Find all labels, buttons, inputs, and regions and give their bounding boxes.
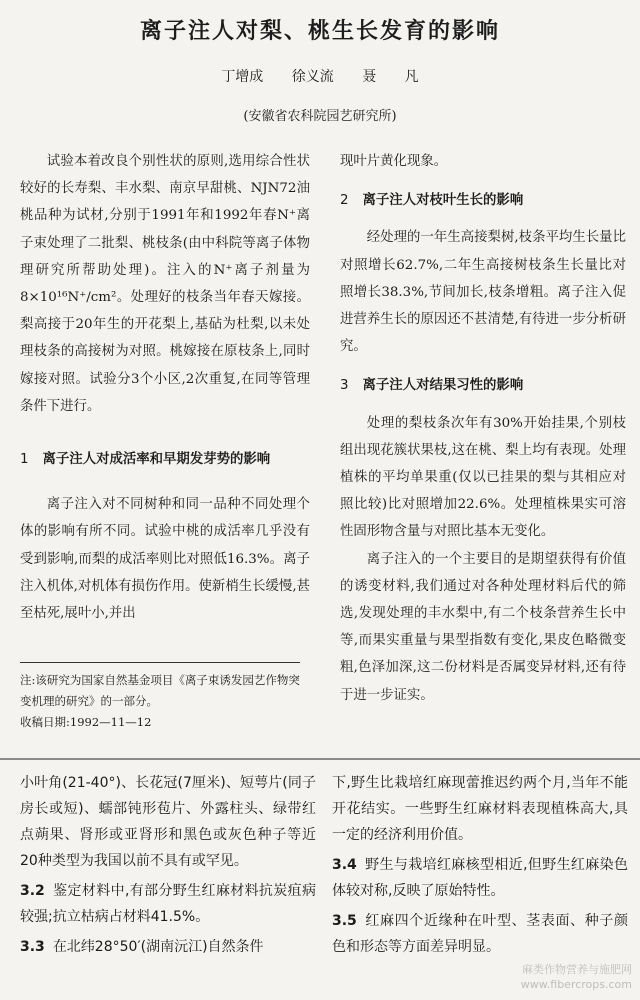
section-3-heading [340, 372, 626, 399]
item-3-5-text: 红麻四个近缘种在叶型、茎表面、种子颜色和形态等方面差异明显。 [332, 913, 628, 955]
item-3-4-text: 野生与栽培红麻核型相近,但野生红麻染色体较对称,反映了原始特性。 [332, 857, 628, 899]
section-1-number: 1 [20, 452, 29, 468]
section-3-paragraph-2: 离子注入的一个主要目的是期望获得有价值的诱变材料,我们通过对各种处理材料后代的筛选,发现处理的丰水梨中,有二个枝条营养生长中等,而果实重量与果型指数有变化,果皮色略微变粗,色泽加深,这二份材料是否属变异材料,还有待于进一步证实。 [340, 551, 626, 703]
section-2-heading [340, 187, 626, 214]
section-1-heading [20, 446, 310, 473]
section-3-number: 3 [340, 378, 349, 394]
section-2-title: 离子注人对枝叶生长的影响 [362, 193, 524, 209]
lower-left-column [20, 770, 316, 964]
section-1-title: 离子注人对成活率和早期发芽势的影响 [42, 452, 271, 468]
item-3-4-number: 3.4 [332, 857, 357, 873]
item-3-3 [20, 934, 316, 960]
page-divider [0, 758, 640, 760]
affiliation: (安徽省农科院园艺研究所) [243, 109, 397, 124]
lower-right-paragraph: 下,野生比栽培红麻现蕾推迟约两个月,当年不能开花结实。一些野生红麻材料表现植株高大,具一定的经济利用价值。 [332, 775, 628, 843]
continuation-text: 现叶片黄化现象。 [340, 154, 448, 169]
watermark-line-2: www.fibercrops.com [520, 978, 632, 991]
section-3-title: 离子注人对结果习性的影响 [362, 378, 524, 394]
section-3-paragraph-1: 处理的梨枝条次年有30%开始挂果,个别枝组出现花簇状果枝,这在桃、梨上均有表现。处理植株的平均单果重(仅以已挂果的梨与其相应对照比较)比对照增加22.6%。处理植株果实可溶性固形物含量与对照比基本无变化。 [340, 415, 626, 540]
item-3-5 [332, 908, 628, 960]
section-2-number: 2 [340, 193, 349, 209]
item-3-4 [332, 852, 628, 904]
article-title: 离子注人对梨、桃生长发育的影响 [139, 19, 500, 44]
item-3-2-number: 3.2 [20, 883, 45, 899]
section-2-paragraph: 经处理的一年生高接梨树,枝条平均生长量比对照增长62.7%,二年生高接树枝条生长量比对照增长38.3%,节间加长,枝条增粗。离子注入促进营养生长的原因还不甚清楚,有待进一步分析研究。 [340, 230, 626, 355]
item-3-3-text: 在北纬28°50′(湖南沅江)自然条件 [52, 939, 264, 955]
left-column [20, 148, 310, 627]
lower-left-paragraph: 小叶角(21-40°)、长花冠(7厘米)、短萼片(同子房长或短)、蠕部钝形苞片、外露柱头、绿带红点蒴果、肾形或亚肾形和黑色或灰色种子等近20种类型为我国以前不具有或罕见。 [20, 775, 316, 869]
watermark [521, 962, 632, 992]
footnote-note: 注:该研究为国家自然基金项目《离子束诱发园艺作物突变机理的研究》的一部分。 [20, 673, 300, 708]
intro-paragraph: 试验本着改良个别性状的原则,选用综合性状较好的长寿梨、丰水梨、南京早甜桃、NJN72油桃品种为试材,分别于1991年和1992年春N⁺离子束处理了二批梨、桃枝条(由中科院等离子体物理研究所帮助处理)。注入的N⁺离子剂量为8×10¹⁶N⁺/cm²。处理好的枝条当年春天嫁接。梨高接于20年生的开花梨上,基砧为杜梨,以未处理枝条的高接树为对照。桃嫁接在原枝条上,同时嫁接对照。试验分3个小区,2次重复,在同等管理条件下进行。 [20, 154, 310, 414]
item-3-2 [20, 878, 316, 930]
section-1-paragraph: 离子注入对不同树种和同一品种不同处理个体的影响有所不同。试验中桃的成活率几乎没有受到影响,而梨的成活率则比对照低16.3%。离子注入机体,对机体有损伤作用。使新梢生长缓慢,甚至枯死,展叶小,并出 [20, 497, 310, 622]
lower-right-column [332, 770, 628, 964]
item-3-2-text: 鉴定材料中,有部分野生红麻材料抗炭疽病较强;抗立枯病占材料41.5%。 [20, 883, 316, 925]
footnote [20, 670, 310, 733]
author-line: 丁增成 徐义流 聂 凡 [221, 69, 419, 85]
footnote-rule [20, 662, 300, 663]
item-3-5-number: 3.5 [332, 913, 357, 929]
received-date: 收稿日期:1992—11—12 [20, 715, 152, 729]
item-3-3-number: 3.3 [20, 939, 45, 955]
watermark-line-1: 麻类作物营养与施肥网 [522, 963, 632, 976]
right-column [340, 148, 626, 709]
